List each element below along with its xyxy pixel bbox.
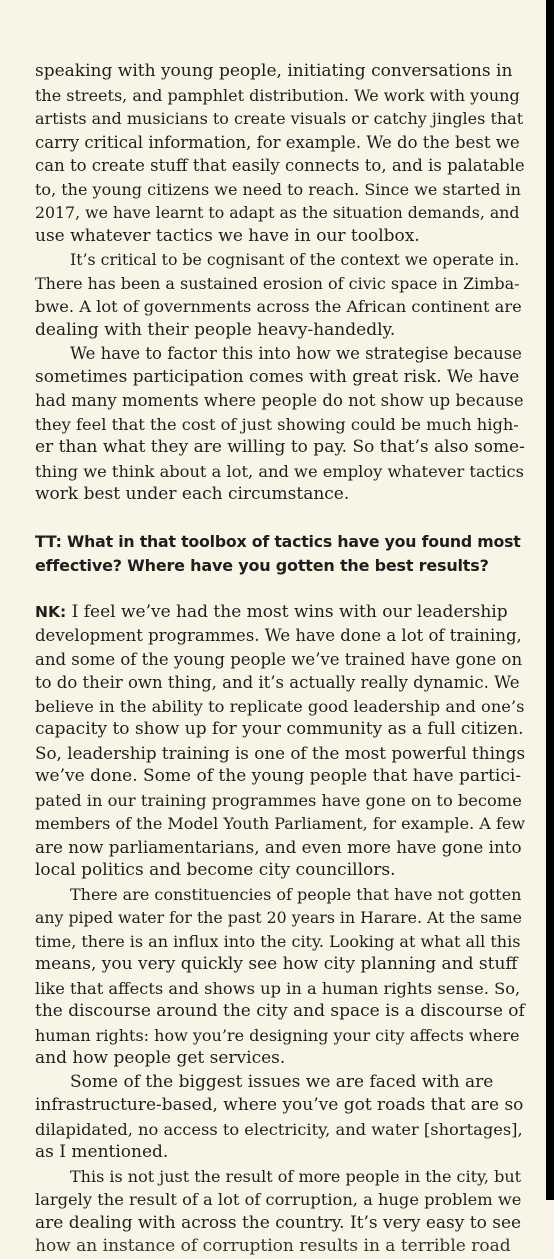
spacer <box>35 507 525 531</box>
text-line: dilapidated, no access to electricity, and water [shortages], <box>35 1119 523 1139</box>
text-line: how an instance of corruption results in a terrible road <box>35 1236 511 1256</box>
text-line: to, the young citizens we need to reach. Since we started in <box>35 179 521 199</box>
text-line: we’ve done. Some of the young people that have partici- <box>35 766 522 786</box>
text-line: local politics and become city councillors. <box>35 860 396 880</box>
article-column <box>35 60 525 1259</box>
text-line: had many moments where people do not show up because <box>35 391 524 410</box>
text-line: to do their own thing, and it’s actually really dynamic. We <box>35 673 520 692</box>
text-line: and some of the young people we’ve trained have gone on <box>35 649 523 669</box>
intro-paragraph <box>35 60 525 248</box>
interview-question <box>35 530 525 577</box>
question-line: TT: What in that toolbox of tactics have you found most <box>35 532 521 551</box>
question-line: effective? Where have you gotten the best results? <box>35 555 489 575</box>
paragraph-infrastructure <box>35 1071 525 1165</box>
text-line: the discourse around the city and space is a discourse of <box>35 1001 525 1021</box>
text-line: We have to factor this into how we strategise because <box>70 344 522 363</box>
text-line: 2017, we have learnt to adapt as the situation demands, and <box>35 203 520 222</box>
text-line: are dealing with across the country. It’s very easy to see <box>35 1212 522 1233</box>
text-line: they feel that the cost of just showing could be much high- <box>35 414 519 434</box>
text-line: It’s critical to be cognisant of the context we operate in. <box>70 250 520 269</box>
text-line: as I mentioned. <box>35 1142 169 1162</box>
interview-answer <box>35 601 525 883</box>
text-line: and how people get services. <box>35 1048 286 1068</box>
text-line: pated in our training programmes have gone on to become <box>35 790 522 810</box>
text-line: means, you very quickly see how city planning and stuff <box>35 954 518 974</box>
text-line: speaking with young people, initiating conversations in <box>35 61 513 81</box>
text-line: So, leadership training is one of the most powerful things <box>35 742 526 763</box>
text-line: time, there is an influx into the city. Looking at what all this <box>35 931 521 951</box>
text-line: carry critical information, for example. We do the best we <box>35 132 520 152</box>
text-line: are now parliamentarians, and even more have gone into <box>35 836 522 857</box>
text-line: Some of the biggest issues we are faced with are <box>70 1071 494 1092</box>
paragraph-strategy <box>35 342 525 507</box>
text-line: use whatever tactics we have in our toolbox. <box>35 225 420 246</box>
paragraph-civic-space <box>35 248 525 342</box>
text-line: largely the result of a lot of corruption, a huge problem we <box>35 1190 522 1209</box>
text-line: er than what they are willing to pay. So that’s also some- <box>35 437 525 457</box>
text-line: thing we think about a lot, and we employ whatever tactics <box>35 461 524 481</box>
text-line: infrastructure-based, where you’ve got roads that are so <box>35 1095 524 1115</box>
text-line: bwe. A lot of governments across the African continent are <box>35 297 522 316</box>
paragraph-water <box>35 883 525 1071</box>
text-line: human rights: how you’re designing your city affects where <box>35 1025 520 1045</box>
text-line: This is not just the result of more people in the city, but <box>70 1166 522 1186</box>
text-line: like that affects and shows up in a human rights sense. So, <box>35 978 521 998</box>
text-line: artists and musicians to create visuals or catchy jingles that <box>35 109 524 128</box>
page-edge-bar <box>546 0 554 1200</box>
answer-first-line-text: I feel we’ve had the most wins with our leadership <box>66 601 508 622</box>
answer-first-line <box>35 601 525 625</box>
text-line: the streets, and pamphlet distribution. We work with young <box>35 85 520 105</box>
speaker-label: NK: <box>35 602 67 621</box>
spacer <box>35 577 525 601</box>
text-line: any piped water for the past 20 years in Harare. At the same <box>35 908 522 927</box>
text-line: believe in the ability to replicate good leadership and one’s <box>35 696 525 716</box>
text-line: sometimes participation comes with great risk. We have <box>35 366 520 387</box>
text-line: There has been a sustained erosion of civic space in Zimba- <box>35 273 520 293</box>
text-line: can to create stuff that easily connects to, and is palatable <box>35 156 525 175</box>
text-line: development programmes. We have done a lot of training, <box>35 626 522 645</box>
text-line: capacity to show up for your community as a full citizen. <box>35 719 524 739</box>
paragraph-corruption <box>35 1165 525 1259</box>
text-line: work best under each circumstance. <box>35 484 350 504</box>
text-line: There are constituencies of people that have not gotten <box>70 884 522 904</box>
text-line: dealing with their people heavy-handedly. <box>35 319 396 340</box>
text-line: members of the Model Youth Parliament, for example. A few <box>35 814 526 833</box>
